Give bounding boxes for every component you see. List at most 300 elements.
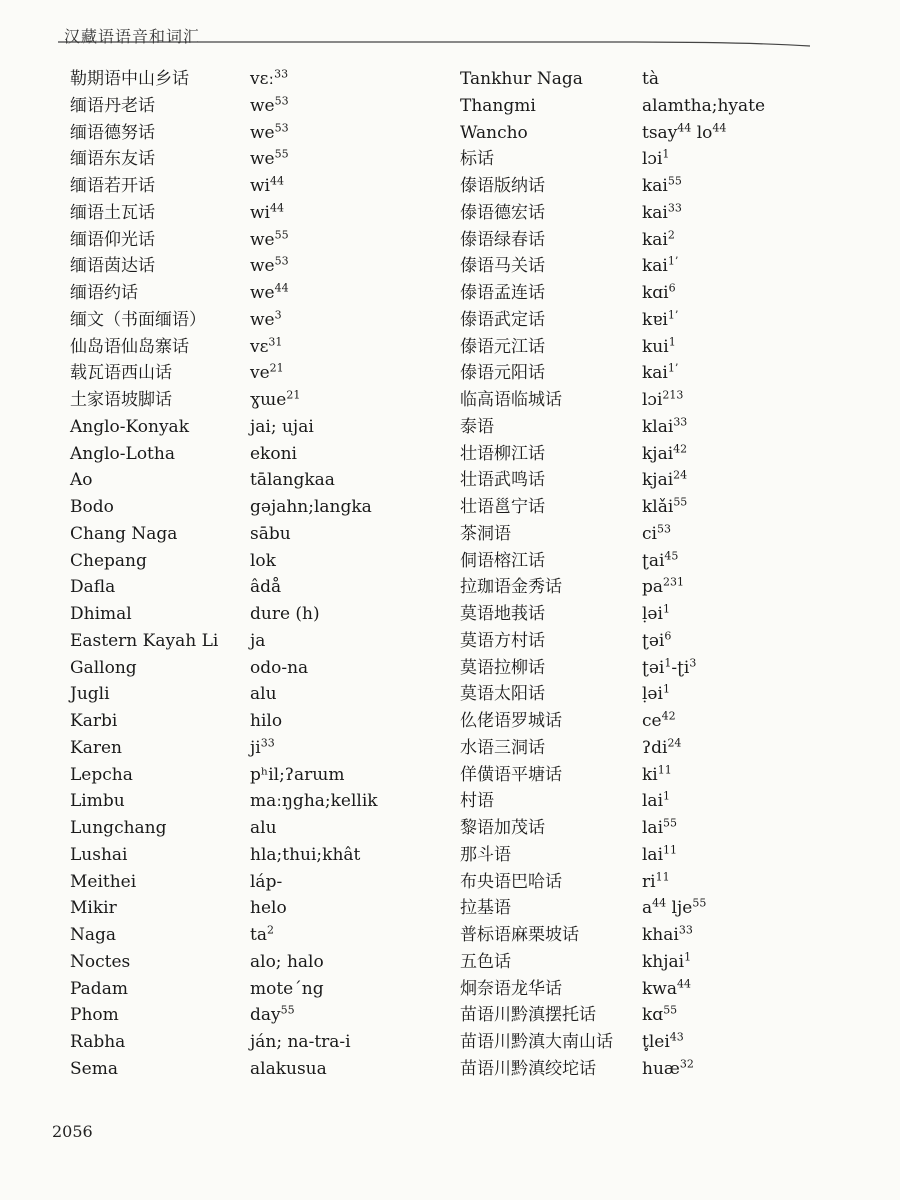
tone-number: 231 <box>663 575 685 589</box>
form-text: tsay <box>642 122 678 143</box>
language-name: Anglo-Konyak <box>70 416 189 437</box>
word-form <box>642 441 687 467</box>
left-entry <box>60 307 440 334</box>
right-entry <box>452 574 872 601</box>
word-form <box>250 146 289 172</box>
word-form <box>250 788 378 814</box>
form-text: khai <box>642 925 679 945</box>
right-entry <box>452 414 872 441</box>
language-name: 缅语仰光话 <box>70 229 155 250</box>
tone-number: 55 <box>274 147 289 161</box>
form-text: ḷəi <box>642 604 663 624</box>
right-entry <box>452 681 872 708</box>
form-text: lok <box>250 550 276 571</box>
left-entry <box>60 681 440 708</box>
left-entry <box>60 467 440 494</box>
word-form <box>642 949 691 975</box>
language-name: 临高语临城话 <box>460 390 562 410</box>
form-text: kɐi <box>642 309 668 330</box>
form-text: kɑ <box>642 1005 664 1026</box>
left-entry <box>60 976 440 1003</box>
language-name: 苗语川黔滇大南山话 <box>460 1032 613 1052</box>
form-text: láp- <box>250 871 283 892</box>
word-form <box>250 334 282 360</box>
form-text: vɛː <box>250 69 275 89</box>
language-name: Dhimal <box>70 604 132 624</box>
left-entry <box>60 815 440 842</box>
tone-number: 21 <box>286 388 301 402</box>
tone-number: 44 <box>274 281 289 295</box>
left-column <box>60 66 440 1083</box>
form-text: wi <box>250 202 270 223</box>
language-name: 村语 <box>460 791 494 812</box>
word-form <box>642 334 676 360</box>
language-name: 仙岛语仙岛寨话 <box>70 336 189 357</box>
left-entry <box>60 708 440 735</box>
form-text: we <box>250 122 275 143</box>
right-entry <box>452 869 872 896</box>
word-form <box>642 360 678 386</box>
form-text: ekoni <box>250 443 297 464</box>
language-name: 傣语元阳话 <box>460 363 545 384</box>
right-entry <box>452 842 872 869</box>
tone-number: 33 <box>274 67 289 81</box>
tone-number: 1’ <box>667 308 679 322</box>
word-form <box>642 146 669 172</box>
word-form <box>250 253 289 279</box>
form-text: ja <box>250 630 266 651</box>
language-name: 那斗语 <box>460 844 511 865</box>
word-form <box>250 66 288 92</box>
language-name: Dafla <box>70 577 116 598</box>
form-text: klǎi <box>642 497 674 517</box>
word-form <box>642 1029 684 1055</box>
tone-number: 44 <box>270 201 284 215</box>
language-name: Naga <box>70 925 117 945</box>
word-form <box>250 494 372 520</box>
left-entry <box>60 548 440 575</box>
header-rule <box>58 34 818 48</box>
form-text: kai <box>642 363 668 384</box>
word-form <box>250 521 291 547</box>
language-name: 五色话 <box>460 951 511 972</box>
tone-number: 11 <box>663 843 678 857</box>
form-text: lɔi <box>642 149 663 170</box>
word-form <box>250 628 265 654</box>
language-name: 黎语加茂话 <box>460 818 545 838</box>
form-text: we <box>250 309 275 330</box>
tone-number: 33 <box>673 415 688 429</box>
word-form <box>250 922 274 948</box>
word-form <box>642 815 677 841</box>
right-entry <box>452 895 872 922</box>
form-text: kai <box>642 202 668 223</box>
left-entry <box>60 120 440 147</box>
word-form <box>642 521 671 547</box>
form-text: helo <box>250 898 287 919</box>
word-form <box>642 93 765 119</box>
right-entry <box>452 548 872 575</box>
word-form <box>642 494 687 520</box>
word-form <box>250 762 344 788</box>
left-entry <box>60 735 440 762</box>
tone-number: 44 <box>677 120 692 134</box>
word-form <box>642 788 670 814</box>
language-name: Phom <box>70 1005 119 1026</box>
language-name: 傣语版纳话 <box>460 176 545 196</box>
tone-number: 43 <box>669 1030 684 1044</box>
word-form <box>250 1002 295 1028</box>
word-form <box>250 869 282 895</box>
tone-number: 6 <box>664 629 672 643</box>
language-name: 炯奈语龙华话 <box>460 978 562 999</box>
tone-number: 213 <box>662 388 684 402</box>
word-form <box>642 574 684 600</box>
word-form <box>642 227 675 253</box>
right-entry <box>452 815 872 842</box>
right-entry <box>452 120 872 147</box>
left-entry <box>60 628 440 655</box>
form-text: ján; na-tra-i <box>250 1032 351 1052</box>
word-form <box>250 467 335 493</box>
word-form <box>250 1029 351 1055</box>
tone-number: 33 <box>260 736 275 750</box>
language-name: 莫语拉柳话 <box>460 657 545 678</box>
tone-number: 53 <box>274 120 289 134</box>
language-name: 普标语麻栗坡话 <box>460 925 579 945</box>
tone-number: 44 <box>270 174 284 188</box>
tone-number: 44 <box>652 896 667 910</box>
tone-number-second: 44 <box>712 120 727 134</box>
tone-number: 21 <box>269 361 284 375</box>
right-entry <box>452 922 872 949</box>
left-entry <box>60 842 440 869</box>
language-name: Limbu <box>70 791 125 812</box>
right-entry <box>452 467 872 494</box>
tone-number: 53 <box>274 94 289 108</box>
form-text: ḷəi <box>642 684 663 705</box>
tone-number: 1 <box>668 334 676 348</box>
form-text: a <box>642 898 653 919</box>
right-entry <box>452 441 872 468</box>
right-column <box>452 66 872 1083</box>
word-form <box>250 1056 327 1082</box>
tone-number: 24 <box>667 736 682 750</box>
tone-number-second: 55 <box>692 896 707 910</box>
left-entry <box>60 93 440 120</box>
language-name: 莫语太阳话 <box>460 684 545 705</box>
right-entry <box>452 628 872 655</box>
form-text: tālangkaa <box>250 470 335 491</box>
language-name: 水语三洞话 <box>460 737 545 758</box>
language-name: 缅语东友话 <box>70 149 155 170</box>
right-entry <box>452 601 872 628</box>
language-name: Bodo <box>70 497 114 517</box>
word-form <box>250 815 277 841</box>
right-entry <box>452 66 872 93</box>
form-text: lai <box>642 818 664 838</box>
word-form <box>250 173 284 199</box>
language-name: 缅语土瓦话 <box>70 202 155 223</box>
form-text: alo; halo <box>250 951 324 972</box>
language-name: 缅语茵达话 <box>70 256 155 277</box>
form-text: pa <box>642 577 664 598</box>
language-name: Karen <box>70 737 122 758</box>
language-name: 勒期语中山乡话 <box>70 69 189 89</box>
form-text: hla;thui;khât <box>250 844 361 865</box>
word-form <box>250 895 287 921</box>
tone-number: 24 <box>673 468 688 482</box>
word-form <box>642 1056 694 1082</box>
form-text: dure (h) <box>250 604 320 624</box>
word-form <box>250 280 289 306</box>
right-entry <box>452 949 872 976</box>
right-entry <box>452 788 872 815</box>
left-entry <box>60 762 440 789</box>
form-text: kui <box>642 336 669 357</box>
tone-number: 55 <box>663 1003 678 1017</box>
word-form <box>642 976 691 1002</box>
word-form <box>642 200 682 226</box>
language-name: 傣语孟连话 <box>460 283 545 303</box>
left-entry <box>60 574 440 601</box>
language-name: 标话 <box>460 149 494 170</box>
language-name: Mikir <box>70 898 117 919</box>
word-form <box>250 681 277 707</box>
language-name: Jugli <box>70 684 110 705</box>
word-form <box>642 922 693 948</box>
word-form <box>250 601 320 627</box>
form-text: ʈai <box>642 550 665 571</box>
language-name: 布央语巴哈话 <box>460 871 562 892</box>
left-entry <box>60 1002 440 1029</box>
form-text: odo-na <box>250 657 309 678</box>
form-text: gəjahn;langka <box>250 497 372 517</box>
word-form <box>250 735 275 761</box>
word-form <box>642 280 676 306</box>
left-entry <box>60 788 440 815</box>
word-form <box>642 467 687 493</box>
language-name: 壮语邕宁话 <box>460 497 545 517</box>
form-text: vɛ <box>250 336 269 357</box>
language-name: 傣语绿春话 <box>460 229 545 250</box>
form-text: wi <box>250 176 270 196</box>
form-text: ɣɯe <box>250 390 287 410</box>
form-text: sābu <box>250 523 291 544</box>
right-entry <box>452 93 872 120</box>
form-text: kai <box>642 256 668 277</box>
word-form <box>250 976 324 1002</box>
right-entry <box>452 280 872 307</box>
left-entry <box>60 521 440 548</box>
language-name: Thangmi <box>460 95 536 116</box>
left-entry <box>60 1029 440 1056</box>
tone-number: 1 <box>663 789 671 803</box>
form-text: âdå <box>250 577 282 598</box>
left-entry <box>60 494 440 521</box>
form-text: lɔi <box>642 390 663 410</box>
form-text: ji <box>250 737 261 758</box>
language-name: Sema <box>70 1058 118 1079</box>
word-form <box>642 387 683 413</box>
form-text: we <box>250 95 275 116</box>
word-form <box>642 173 682 199</box>
word-form <box>642 869 670 895</box>
tone-number: 53 <box>656 522 671 536</box>
left-entry <box>60 334 440 361</box>
form-text: huæ <box>642 1058 680 1079</box>
tone-number: 3 <box>274 308 282 322</box>
language-name: 傣语武定话 <box>460 309 545 330</box>
language-name: 苗语川黔滇绞坨话 <box>460 1058 596 1079</box>
word-form <box>250 441 297 467</box>
left-entry <box>60 441 440 468</box>
form-text: khjai <box>642 951 685 972</box>
word-form <box>250 360 284 386</box>
language-name: 壮语武鸣话 <box>460 470 545 491</box>
left-entry <box>60 387 440 414</box>
form-text: day <box>250 1005 281 1026</box>
tone-number: 2 <box>266 923 274 937</box>
right-entry <box>452 708 872 735</box>
form-text: we <box>250 283 275 303</box>
tone-number: 1 <box>664 655 672 669</box>
form-text: kai <box>642 229 668 250</box>
form-text: alamtha;hyate <box>642 95 766 116</box>
word-form <box>642 762 672 788</box>
right-entry <box>452 146 872 173</box>
left-entry <box>60 200 440 227</box>
form-text: lai <box>642 844 664 865</box>
right-entry <box>452 521 872 548</box>
tone-number: 55 <box>663 816 678 830</box>
language-name: 泰语 <box>460 416 494 437</box>
language-name: Meithei <box>70 871 137 892</box>
word-form <box>250 227 289 253</box>
language-name: Gallong <box>70 657 137 678</box>
tone-number-second: 3 <box>689 655 697 669</box>
form-text: alu <box>250 684 277 705</box>
right-entry <box>452 307 872 334</box>
left-entry <box>60 1056 440 1083</box>
form-text: tà <box>642 69 659 89</box>
form-text: kai <box>642 176 668 196</box>
language-name: 拉基语 <box>460 898 511 919</box>
language-name: 缅语丹老话 <box>70 95 155 116</box>
language-name: 傣语马关话 <box>460 256 545 277</box>
word-form <box>250 548 276 574</box>
tone-number: 31 <box>268 334 283 348</box>
form-text: ʈəi <box>642 630 665 651</box>
tone-number: 11 <box>655 869 670 883</box>
word-form <box>642 120 726 146</box>
tone-number: 1 <box>662 147 670 161</box>
left-entry <box>60 655 440 682</box>
left-entry <box>60 280 440 307</box>
tone-number: 42 <box>673 441 688 455</box>
language-name: 莫语地莪话 <box>460 604 545 624</box>
word-form <box>250 842 360 868</box>
tone-number: 55 <box>673 495 688 509</box>
tone-number: 6 <box>668 281 676 295</box>
form-text: pʰil;ʔarɯm <box>250 764 345 785</box>
form-text: ki <box>642 764 658 785</box>
right-entry <box>452 1056 872 1083</box>
tone-number: 1 <box>662 682 670 696</box>
language-name: Eastern Kayah Li <box>70 630 219 651</box>
language-name: Lepcha <box>70 764 133 785</box>
right-entry <box>452 253 872 280</box>
word-form <box>250 120 289 146</box>
tone-number: 1 <box>684 950 692 964</box>
form-text: alu <box>250 818 277 838</box>
language-name: Wancho <box>460 122 528 143</box>
form-text-second: lo <box>691 122 713 143</box>
form-text: maːŋgha;kellik <box>250 791 378 812</box>
language-name: Ao <box>70 470 93 491</box>
language-name: Rabha <box>70 1032 126 1052</box>
form-text: we <box>250 256 275 277</box>
tone-number: 55 <box>667 174 682 188</box>
left-entry <box>60 360 440 387</box>
form-text: ce <box>642 711 662 731</box>
form-text: kwa <box>642 978 677 999</box>
form-text: alakusua <box>250 1058 327 1079</box>
form-text: moteˊng <box>250 978 324 999</box>
form-text-second: lje <box>666 898 693 919</box>
word-form <box>642 735 681 761</box>
word-form <box>642 414 687 440</box>
word-form <box>250 200 284 226</box>
right-entry <box>452 173 872 200</box>
left-entry <box>60 895 440 922</box>
language-name: Tankhur Naga <box>460 69 583 89</box>
right-entry <box>452 360 872 387</box>
language-name: 缅语若开话 <box>70 176 155 196</box>
tone-number: 1’ <box>667 254 679 268</box>
left-entry <box>60 601 440 628</box>
language-name: 傣语元江话 <box>460 336 545 357</box>
form-text: we <box>250 149 275 170</box>
language-name: Karbi <box>70 711 118 731</box>
word-form <box>250 414 314 440</box>
page-number: 2056 <box>52 1122 93 1141</box>
right-entry <box>452 227 872 254</box>
language-name: 缅语德努话 <box>70 122 155 143</box>
form-text: jai; ujai <box>250 416 314 437</box>
language-name: Noctes <box>70 951 131 972</box>
right-entry <box>452 494 872 521</box>
word-form <box>642 307 678 333</box>
left-entry <box>60 869 440 896</box>
right-entry <box>452 334 872 361</box>
word-form <box>642 681 670 707</box>
right-entry <box>452 976 872 1003</box>
tone-number: 1’ <box>667 361 679 375</box>
word-form <box>642 66 659 92</box>
right-entry <box>452 1002 872 1029</box>
running-head: 汉藏语语音和词汇 <box>64 27 201 46</box>
language-name: 壮语柳江话 <box>460 443 545 464</box>
form-text: ve <box>250 363 270 384</box>
word-form <box>250 655 308 681</box>
language-name: Anglo-Lotha <box>70 443 175 464</box>
word-form <box>642 708 676 734</box>
language-name: Chang Naga <box>70 523 178 544</box>
left-entry <box>60 227 440 254</box>
right-entry <box>452 655 872 682</box>
right-entry <box>452 387 872 414</box>
